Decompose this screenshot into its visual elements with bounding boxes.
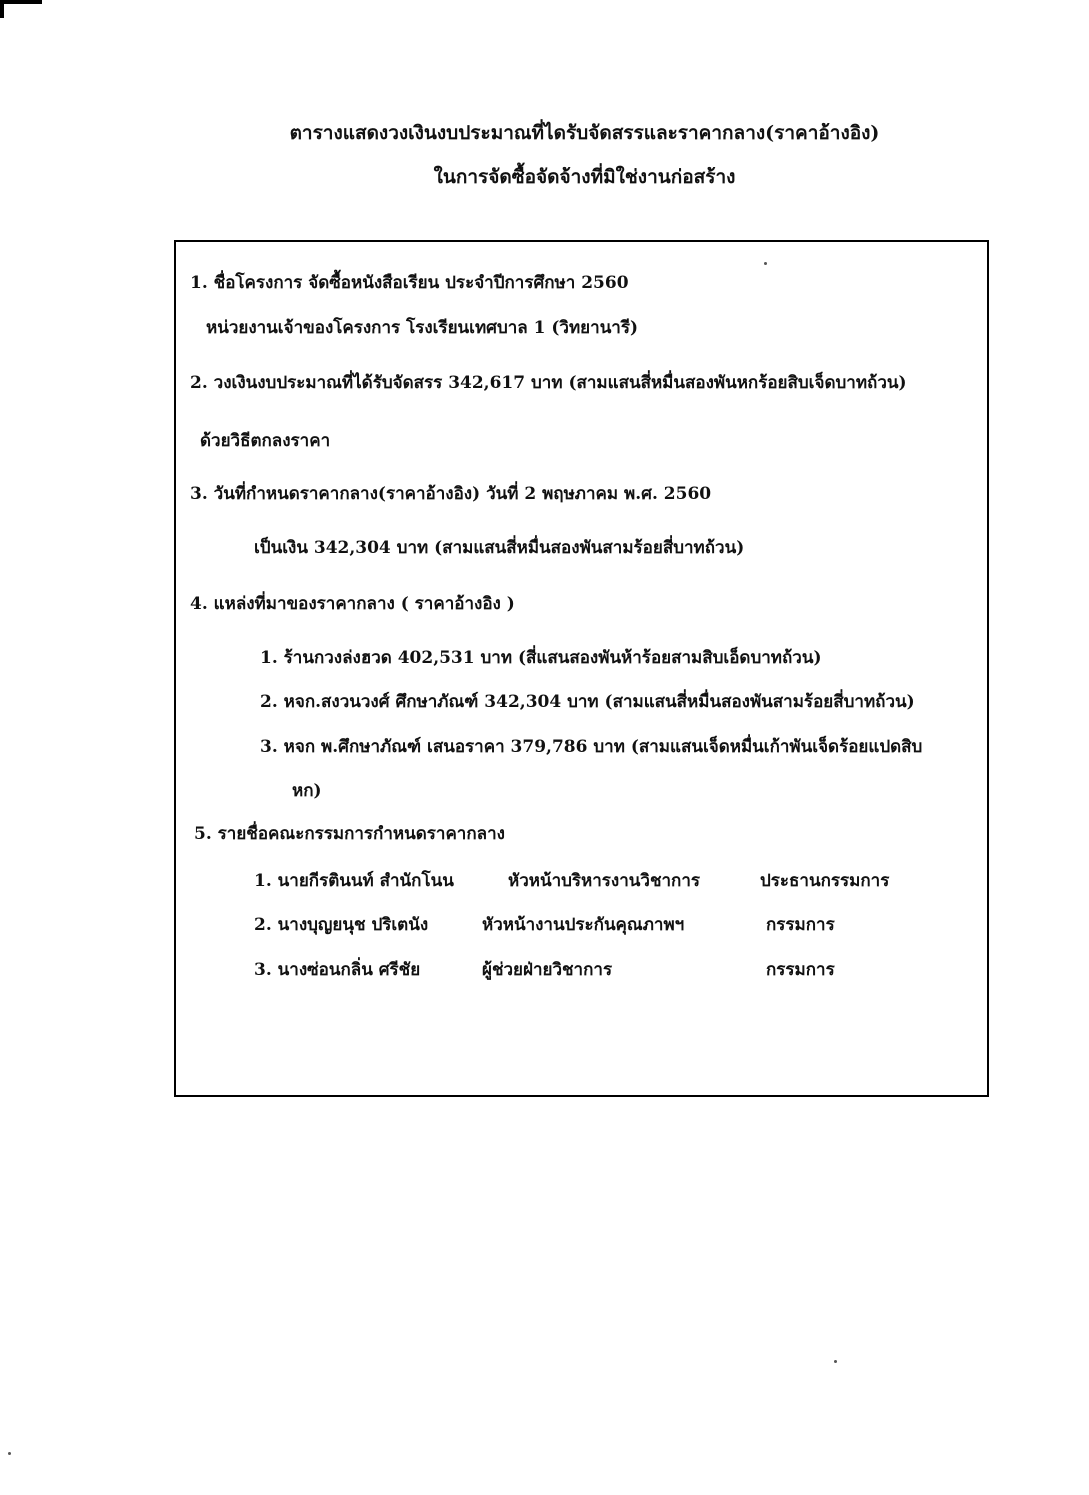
price-source-item-continued: หก) (292, 781, 322, 801)
content-box (174, 240, 989, 1097)
committee-member-name: 2. นางบุญยนุช ปริเตนัง (254, 915, 429, 935)
scan-speck (834, 1360, 837, 1363)
committee-member-name: 1. นายกีรตินนท์ สำนักโนน (254, 871, 454, 891)
scan-speck (764, 262, 767, 265)
scan-speck (8, 1452, 11, 1455)
committee-member-name: 3. นางซ่อนกลิ่น ศรีชัย (254, 960, 421, 980)
reference-price-amount: เป็นเงิน 342,304 บาท (สามแสนสี่หมื่นสองพันสามร้อยสี่บาทถ้วน) (254, 538, 745, 558)
committee-member-position: ผู้ช่วยฝ่ายวิชาการ (482, 960, 613, 980)
price-source-item: 3. หจก พ.ศึกษาภัณฑ์ เสนอราคา 379,786 บาท (สามแสนเจ็ดหมื่นเก้าพันเจ็ดร้อยแปดสิบ (260, 737, 923, 757)
procurement-method: ด้วยวิธีตกลงราคา (200, 431, 331, 451)
price-source-item: 2. หจก.สงวนวงศ์ ศึกษาภัณฑ์ 342,304 บาท (สามแสนสี่หมื่นสองพันสามร้อยสี่บาทถ้วน) (260, 692, 915, 712)
scan-corner-mark (0, 0, 42, 18)
document-subtitle: ในการจัดซื้อจัดจ้างที่มิใช่งานก่อสร้าง (433, 166, 736, 188)
committee-member-role: กรรมการ (766, 915, 835, 935)
project-owner: หน่วยงานเจ้าของโครงการ โรงเรียนเทศบาล 1 (วิทยานารี) (206, 318, 639, 338)
document-title: ตารางแสดงวงเงินงบประมาณที่ไดรับจัดสรรและราคากลาง(ราคาอ้างอิง) (289, 122, 880, 144)
reference-price-date: 3. วันที่กำหนดราคากลาง(ราคาอ้างอิง) วันที่ 2 พฤษภาคม พ.ศ. 2560 (190, 484, 712, 504)
committee-member-role: ประธานกรรมการ (760, 871, 890, 891)
price-sources-heading: 4. แหล่งที่มาของราคากลาง ( ราคาอ้างอิง ) (190, 594, 515, 614)
committee-heading: 5. รายชื่อคณะกรรมการกำหนดราคากลาง (194, 824, 505, 844)
price-source-item: 1. ร้านกวงล่งฮวด 402,531 บาท (สี่แสนสองพันห้าร้อยสามสิบเอ็ดบาทถ้วน) (260, 648, 822, 668)
committee-member-position: หัวหน้าบริหารงานวิชาการ (508, 871, 700, 891)
allocated-budget: 2. วงเงินงบประมาณที่ได้รับจัดสรร 342,617 บาท (สามแสนสี่หมื่นสองพันหกร้อยสิบเจ็ดบาทถ้วน) (190, 373, 907, 393)
committee-member-role: กรรมการ (766, 960, 835, 980)
project-name: 1. ชื่อโครงการ จัดซื้อหนังสือเรียน ประจำปีการศึกษา 2560 (190, 273, 629, 293)
committee-member-position: หัวหน้างานประกันคุณภาพฯ (482, 915, 685, 935)
